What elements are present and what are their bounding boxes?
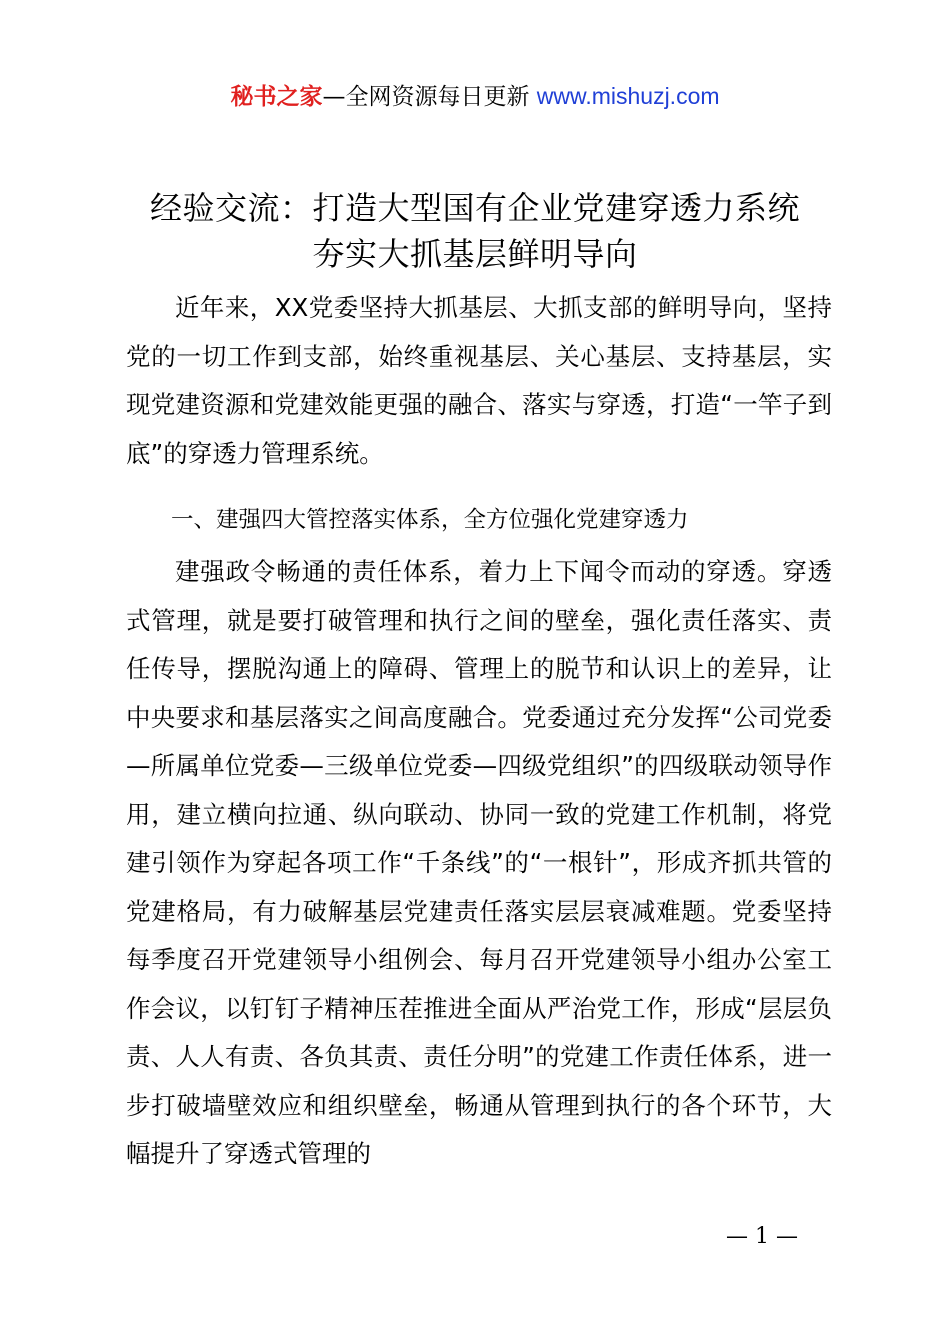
section-heading: 一、建强四大管控落实体系，全方位强化党建穿透力 [171, 507, 689, 533]
page-number: — 1 — [726, 1224, 798, 1249]
body-paragraph: 近年来，XX党委坚持大抓基层、大抓支部的鲜明导向，坚持党的一切工作到支部，始终重视基层、关心基层、支持基层，实现党建资源和党建效能更强的融合、落实与穿透，打造“一竿子到底”的穿透力管理系统。 [126, 293, 832, 468]
document-body [126, 284, 832, 1179]
body-paragraph: 建强政令畅通的责任体系，着力上下闻令而动的穿透。穿透式管理，就是要打破管理和执行之间的壁垒，强化责任落实、责任传导，摆脱沟通上的障碍、管理上的脱节和认识上的差异，让中央要求和基层落实之间高度融合。党委通过充分发挥“公司党委—所属单位党委—三级单位党委—四级党组织”的四级联动领导作用，建立横向拉通、纵向联动、协同一致的党建工作机制，将党建引领作为穿起各项工作“千条线”的“一根针”，形成齐抓共管的党建格局，有力破解基层党建责任落实层层衰减难题。党委坚持每季度召开党建领导小组例会、每月召开党建领导小组办公室工作会议，以钉钉子精神压茬推进全面从严治党工作，形成“层层负责、人人有责、各负其责、责任分明”的党建工作责任体系，进一步打破墙壁效应和组织壁垒，畅通从管理到执行的各个环节，大幅提升了穿透式管理的 [126, 557, 832, 1168]
header-tagline: —全网资源每日更新 [322, 84, 537, 110]
title-line-1: 经验交流：打造大型国有企业党建穿透力系统 [149, 189, 800, 227]
brand-name: 秘书之家 [230, 84, 323, 110]
site-header [0, 79, 950, 114]
title-line-2: 夯实大抓基层鲜明导向 [312, 235, 638, 273]
site-url: www.mishuzj.com [536, 83, 720, 109]
document-title [0, 185, 950, 277]
